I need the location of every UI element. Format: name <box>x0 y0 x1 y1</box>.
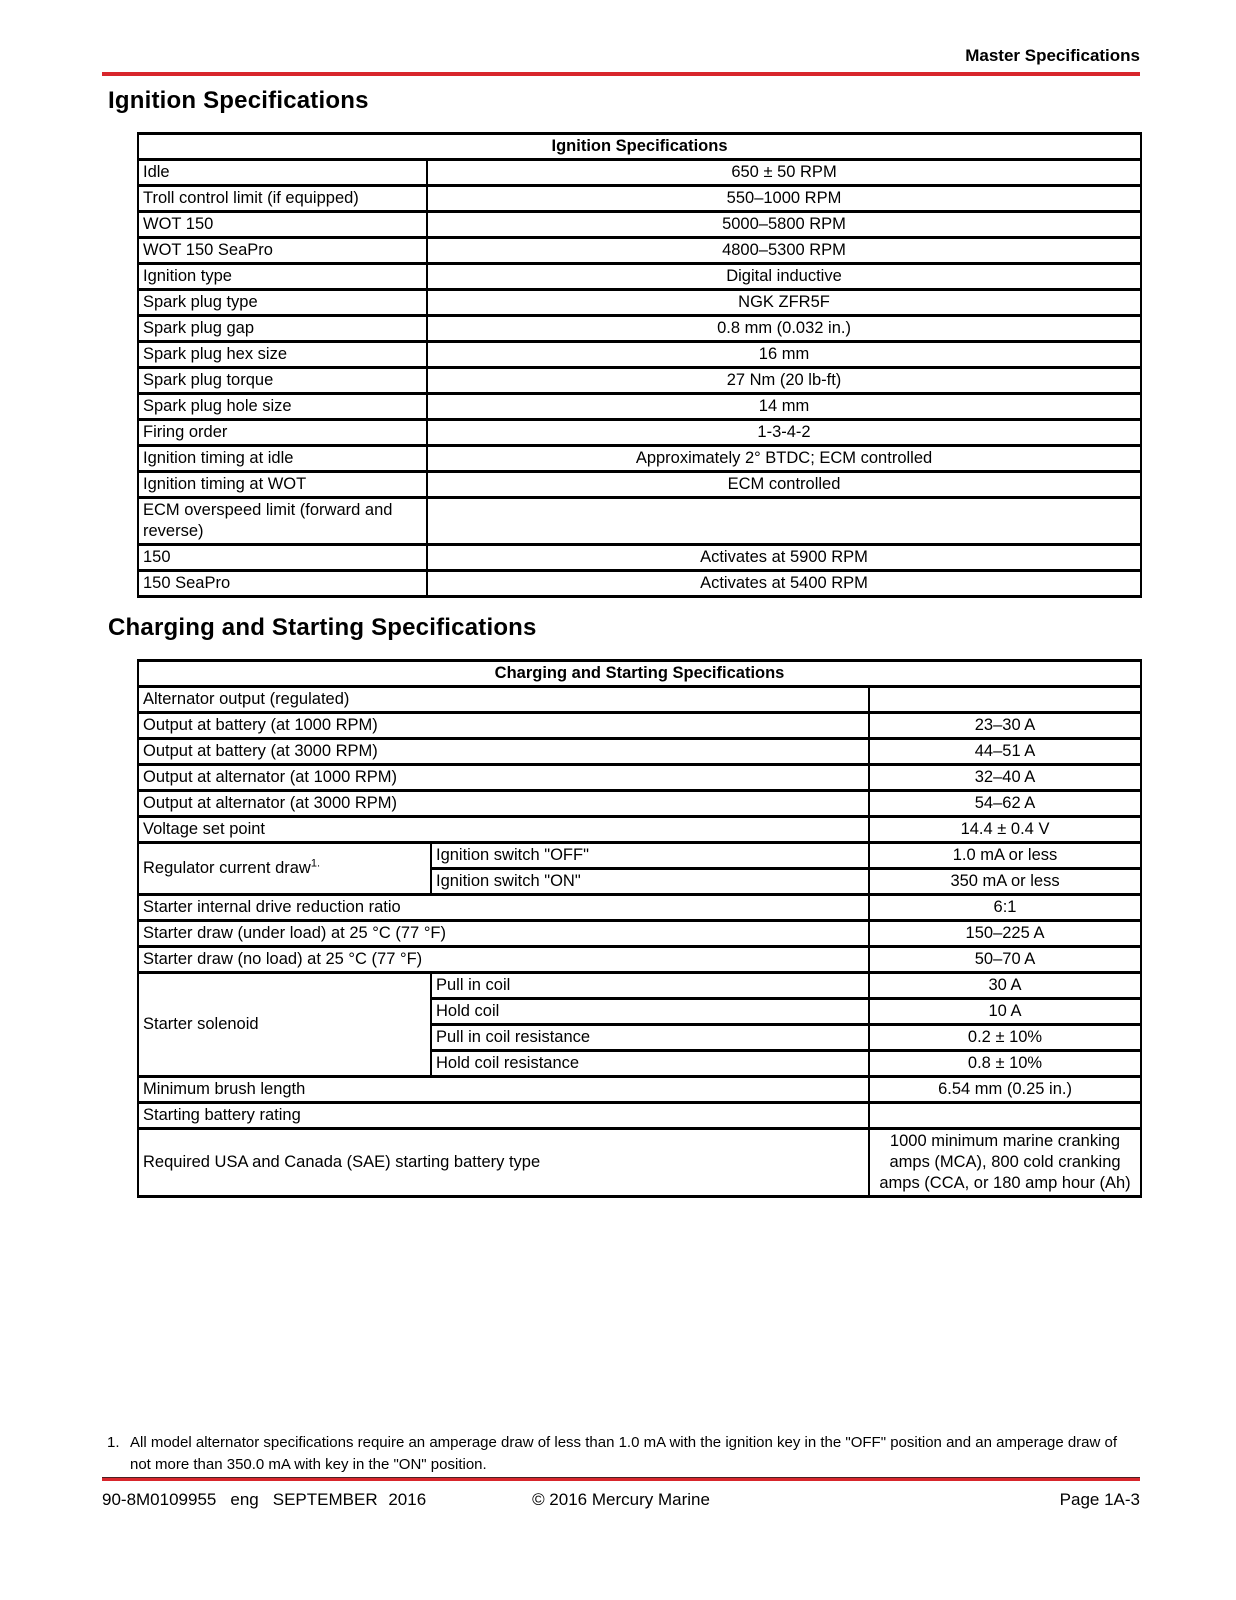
spec-value-cell: 6:1 <box>869 895 1141 921</box>
spec-value-cell: 650 ± 50 RPM <box>427 160 1141 186</box>
spec-label-cell: Starter internal drive reduction ratio <box>138 895 869 921</box>
table-row <box>138 713 1141 739</box>
spec-label-cell: Output at battery (at 1000 RPM) <box>138 713 869 739</box>
table-row <box>138 1077 1141 1103</box>
footnote-text: All model alternator specifications require an amperage draw of less than 1.0 mA with the ignition key in the "OFF" position and an amperage draw of not more than 350.0 mA with key in the "ON" position. <box>130 1434 1118 1473</box>
spec-label-cell: Ignition switch "OFF" <box>431 843 869 869</box>
table-row <box>138 290 1141 316</box>
spec-label-cell: Output at alternator (at 3000 RPM) <box>138 791 869 817</box>
header-title: Master Specifications <box>965 46 1140 65</box>
spec-label-cell: Hold coil resistance <box>431 1051 869 1077</box>
spec-label-cell: Troll control limit (if equipped) <box>138 186 427 212</box>
spec-label-cell: Idle <box>138 160 427 186</box>
page-header <box>102 0 1140 66</box>
spec-value-cell: 1000 minimum marine cranking amps (MCA), 800 cold cranking amps (CCA, or 180 amp hour (Ah) <box>869 1129 1141 1197</box>
table-row <box>138 316 1141 342</box>
spec-label-cell: Minimum brush length <box>138 1077 869 1103</box>
table-row <box>138 472 1141 498</box>
ignition-section-heading: Ignition Specifications <box>108 87 369 114</box>
spec-value-cell: Activates at 5400 RPM <box>427 571 1141 597</box>
spec-label-cell: WOT 150 <box>138 212 427 238</box>
section-ignition <box>102 87 1140 598</box>
table-row <box>138 791 1141 817</box>
spec-label-cell: Output at alternator (at 1000 RPM) <box>138 765 869 791</box>
table-row <box>138 571 1141 597</box>
table-row <box>138 342 1141 368</box>
table-header-row <box>138 134 1141 160</box>
spec-label-cell: Firing order <box>138 420 427 446</box>
spec-value-cell: ECM controlled <box>427 472 1141 498</box>
table-row <box>138 1129 1141 1197</box>
footnote-number: 1. <box>107 1434 120 1451</box>
spec-value-cell <box>869 687 1141 713</box>
table-row <box>138 238 1141 264</box>
footer-rule <box>102 1477 1140 1481</box>
spec-value-cell: 23–30 A <box>869 713 1141 739</box>
footer-doc-lang: eng <box>230 1490 259 1509</box>
spec-label-cell: Starter draw (no load) at 25 °C (77 °F) <box>138 947 869 973</box>
spec-label-cell: Pull in coil <box>431 973 869 999</box>
page-footer <box>102 1489 1140 1511</box>
spec-label-cell: Voltage set point <box>138 817 869 843</box>
footnote <box>102 1432 1140 1476</box>
header-rule <box>102 72 1140 76</box>
spec-value-cell: 150–225 A <box>869 921 1141 947</box>
spec-label-cell: Ignition switch "ON" <box>431 869 869 895</box>
ignition-spec-table <box>137 132 1142 598</box>
spec-value-cell <box>427 498 1141 545</box>
spec-label-cell: Required USA and Canada (SAE) starting battery type <box>138 1129 869 1197</box>
spec-value-cell: 54–62 A <box>869 791 1141 817</box>
spec-label-cell: Starting battery rating <box>138 1103 869 1129</box>
table-row <box>138 264 1141 290</box>
spec-value-cell: 10 A <box>869 999 1141 1025</box>
spec-value-cell: 14.4 ± 0.4 V <box>869 817 1141 843</box>
spec-value-cell: 0.8 mm (0.032 in.) <box>427 316 1141 342</box>
charging-section-heading: Charging and Starting Specifications <box>108 614 537 641</box>
spec-label-cell: Alternator output (regulated) <box>138 687 869 713</box>
spec-label-cell: ECM overspeed limit (forward and reverse) <box>138 498 427 545</box>
spec-value-cell <box>869 1103 1141 1129</box>
footer-copyright: © 2016 Mercury Marine <box>532 1490 710 1509</box>
table-row <box>138 160 1141 186</box>
table-row <box>138 212 1141 238</box>
table-row <box>138 545 1141 571</box>
spec-value-cell: 14 mm <box>427 394 1141 420</box>
spec-label-cell: Spark plug hex size <box>138 342 427 368</box>
spec-value-cell: 550–1000 RPM <box>427 186 1141 212</box>
footer-page-number: Page 1A-3 <box>1059 1490 1140 1509</box>
table-row <box>138 186 1141 212</box>
spec-label-cell: Spark plug torque <box>138 368 427 394</box>
table-row <box>138 420 1141 446</box>
table-row <box>138 739 1141 765</box>
spec-label-cell: WOT 150 SeaPro <box>138 238 427 264</box>
table-row <box>138 765 1141 791</box>
spec-label-cell: Starter draw (under load) at 25 °C (77 °F) <box>138 921 869 947</box>
spec-value-cell: 30 A <box>869 973 1141 999</box>
spec-label-cell: Hold coil <box>431 999 869 1025</box>
table-row <box>138 498 1141 545</box>
spec-value-cell: 350 mA or less <box>869 869 1141 895</box>
spec-value-cell: Digital inductive <box>427 264 1141 290</box>
table-header-row <box>138 661 1141 687</box>
footer-doc-info <box>102 1489 448 1511</box>
spec-label-cell: 150 <box>138 545 427 571</box>
spec-label-cell: Ignition timing at WOT <box>138 472 427 498</box>
spec-label-cell: Pull in coil resistance <box>431 1025 869 1051</box>
table-title: Charging and Starting Specifications <box>138 661 1141 687</box>
table-row <box>138 817 1141 843</box>
spec-value-cell: 1.0 mA or less <box>869 843 1141 869</box>
table-row <box>138 687 1141 713</box>
spec-label-cell: Ignition timing at idle <box>138 446 427 472</box>
spec-value-cell: 27 Nm (20 lb-ft) <box>427 368 1141 394</box>
footnote-reference: 1. <box>310 857 321 870</box>
charging-spec-table <box>137 659 1142 1198</box>
spec-value-cell: 50–70 A <box>869 947 1141 973</box>
table-row <box>138 895 1141 921</box>
section-charging <box>102 614 1140 1198</box>
spec-value-cell: 0.8 ± 10% <box>869 1051 1141 1077</box>
spec-label-cell: Starter solenoid <box>138 973 431 1077</box>
spec-label-cell: Output at battery (at 3000 RPM) <box>138 739 869 765</box>
table-row <box>138 843 1141 869</box>
spec-label-cell: 150 SeaPro <box>138 571 427 597</box>
table-row <box>138 394 1141 420</box>
spec-value-cell: 6.54 mm (0.25 in.) <box>869 1077 1141 1103</box>
spec-label-cell: Ignition type <box>138 264 427 290</box>
spec-value-cell: 44–51 A <box>869 739 1141 765</box>
footer-doc-code: 90-8M0109955 <box>102 1490 217 1509</box>
footer-doc-date: SEPTEMBER 2016 <box>272 1490 427 1509</box>
spec-value-cell: Approximately 2° BTDC; ECM controlled <box>427 446 1141 472</box>
spec-value-cell: 16 mm <box>427 342 1141 368</box>
table-row <box>138 446 1141 472</box>
table-row <box>138 1103 1141 1129</box>
spec-label-cell: Spark plug hole size <box>138 394 427 420</box>
spec-value-cell: 5000–5800 RPM <box>427 212 1141 238</box>
spec-value-cell: 1-3-4-2 <box>427 420 1141 446</box>
table-title: Ignition Specifications <box>138 134 1141 160</box>
table-row <box>138 947 1141 973</box>
table-row <box>138 973 1141 999</box>
spec-label-cell: Spark plug type <box>138 290 427 316</box>
spec-value-cell: Activates at 5900 RPM <box>427 545 1141 571</box>
table-row <box>138 368 1141 394</box>
table-row <box>138 921 1141 947</box>
spec-label-cell: Spark plug gap <box>138 316 427 342</box>
spec-value-cell: 4800–5300 RPM <box>427 238 1141 264</box>
spec-value-cell: NGK ZFR5F <box>427 290 1141 316</box>
spec-value-cell: 32–40 A <box>869 765 1141 791</box>
spec-value-cell: 0.2 ± 10% <box>869 1025 1141 1051</box>
spec-label-cell: Regulator current draw$^{1.}$ <box>138 843 431 895</box>
